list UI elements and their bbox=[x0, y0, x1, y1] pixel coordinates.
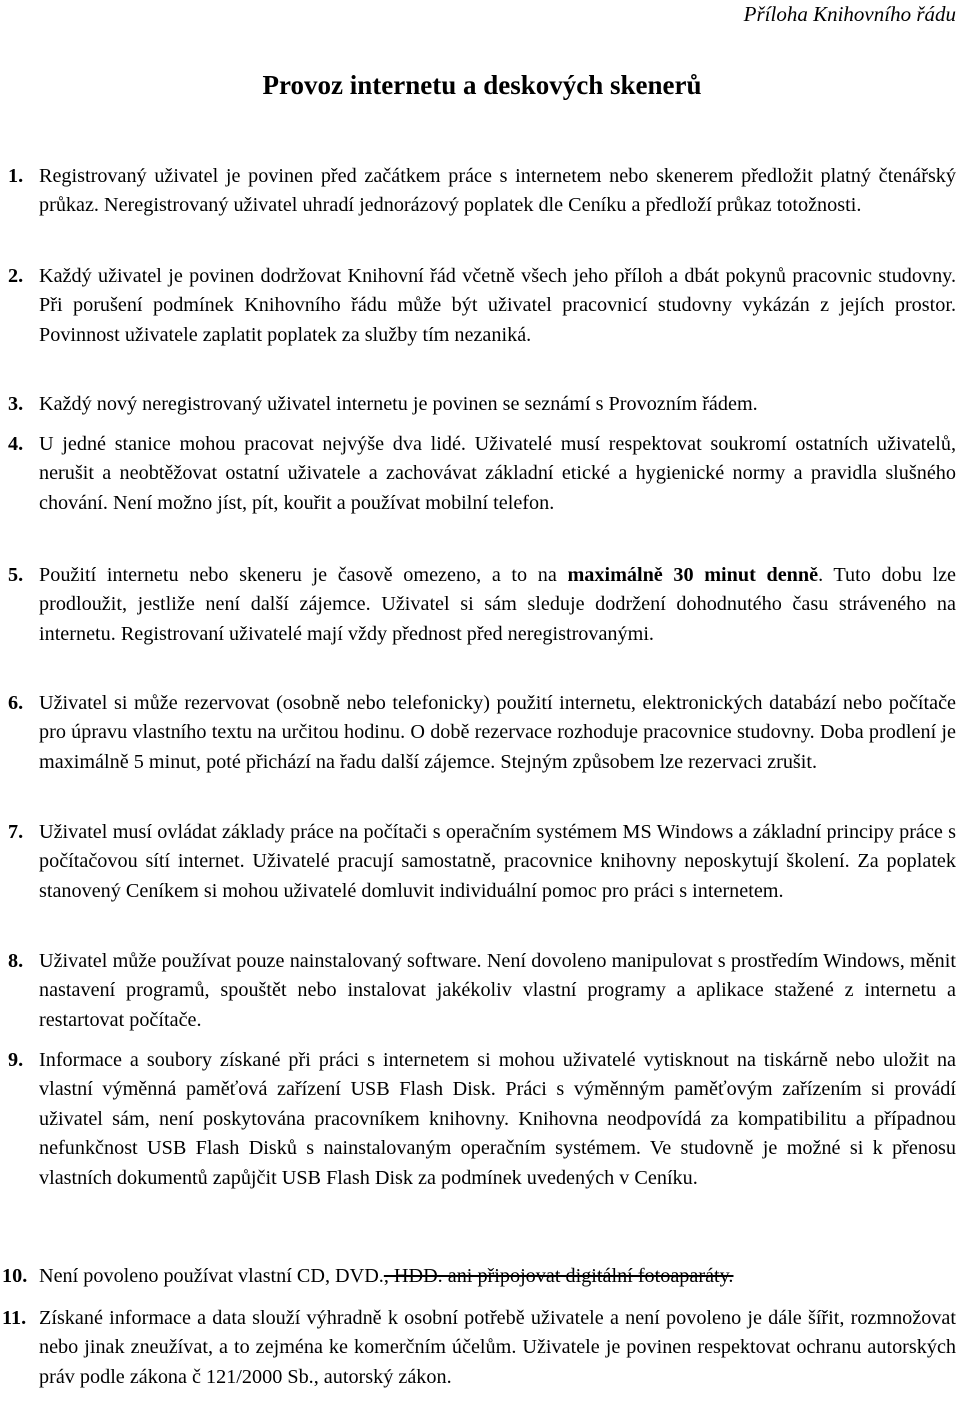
rule-text: Registrovaný uživatel je povinen před začátkem práce s internetem nebo skenerem předložit platný čtenářský průkaz. Neregistrovaný uživatel uhradí jednorázový poplatek dle Ceníku a předloží průkaz totožnosti. bbox=[39, 165, 956, 217]
rule-item-10 bbox=[0, 1262, 956, 1291]
rule-item-6 bbox=[0, 689, 956, 777]
rule-item-11 bbox=[0, 1304, 956, 1392]
rule-item-5 bbox=[0, 561, 956, 649]
rule-number: 10. bbox=[2, 1265, 28, 1287]
page-title: Provoz internetu a deskových skenerů bbox=[262, 70, 702, 100]
rule-text: Uživatel musí ovládat základy práce na počítači s operačním systémem MS Windows a základní principy práce s počítačovou sítí internet. Uživatelé pracují samostatně, pracovnice knihovny neposkytují školení. Za poplatek stanovený Ceníkem si mohou uživatelé domluvit individuální pomoc pro práci s internetem. bbox=[39, 821, 956, 902]
appendix-header: Příloha Knihovního řádu bbox=[743, 2, 956, 26]
struck-text: , HDD. ani připojovat digitální fotoaparáty. bbox=[383, 1265, 734, 1287]
rule-text bbox=[39, 561, 956, 649]
rule-text bbox=[39, 1262, 956, 1291]
rule-item-8 bbox=[0, 947, 956, 1035]
rule-number: 4. bbox=[8, 433, 24, 455]
rule-item-2 bbox=[0, 262, 956, 350]
rule-item-9 bbox=[0, 1046, 956, 1193]
rule-text: Uživatel si může rezervovat (osobně nebo telefonicky) použití internetu, elektronických databází nebo počítače pro úpravu vlastního textu na určitou hodinu. O době rezervace rozhoduje pracovnice studovny. Doba prodlení je maximálně 5 minut, poté přichází na řadu další zájemce. Stejným způsobem lze rezervaci zrušit. bbox=[39, 692, 956, 773]
rule-item-3 bbox=[0, 390, 956, 419]
rule-text-part: Není povoleno používat vlastní CD, DVD. bbox=[39, 1265, 384, 1287]
rule-number: 9. bbox=[8, 1049, 24, 1071]
time-limit-emphasis: maximálně 30 minut denně bbox=[567, 564, 819, 586]
rule-item-1 bbox=[0, 162, 956, 221]
rule-text: Uživatel může používat pouze nainstalovaný software. Není dovoleno manipulovat s prostředím Windows, měnit nastavení programů, spouštět nebo instalovat jakékoliv vlastní programy a aplikace stažené z internetu a restartovat počítače. bbox=[39, 950, 956, 1031]
rule-item-4 bbox=[0, 430, 956, 518]
rule-text: Získané informace a data slouží výhradně k osobní potřebě uživatele a není povoleno je dále šířit, rozmnožovat nebo jinak zneužívat, a to zejména ke komerčním účelům. Uživatele je povinen respektovat ochranu autorských práv podle zákona č 121/2000 Sb., autorský zákon. bbox=[39, 1307, 956, 1388]
rule-text: Každý nový neregistrovaný uživatel internetu je povinen se seznámí s Provozním řádem. bbox=[39, 393, 758, 415]
rule-text: Informace a soubory získané při práci s internetem si mohou uživatelé vytisknout na tiskárně nebo uložit na vlastní výměnná paměťová zařízení USB Flash Disk. Práci s výměnným paměťovým zařízením si provádí uživatel sám, není poskytována pracovníkem knihovny. Knihovna neodpovídá za kompatibilitu a případnou nefunkčnost USB Flash Disků s nainstalovaným operačním systémem. Ve studovně je možné si k přenosu vlastních dokumentů zapůjčit USB Flash Disk za podmínek uvedených v Ceníku. bbox=[39, 1049, 956, 1189]
rule-number: 8. bbox=[8, 950, 24, 972]
rule-number: 6. bbox=[8, 692, 24, 714]
rule-item-7 bbox=[0, 818, 956, 906]
rule-number: 1. bbox=[8, 165, 24, 187]
rule-number: 3. bbox=[8, 393, 24, 415]
rule-text-part: . Tuto dobu lze prodloužit, jestliže není další zájemce. Uživatel si sám sleduje dodržení dohodnutého času stráveného na internetu. Registrovaní uživatelé mají vždy přednost před neregistrovanými. bbox=[39, 564, 956, 645]
rule-number: 7. bbox=[8, 821, 24, 843]
rule-number: 11. bbox=[2, 1307, 27, 1329]
rule-text: U jedné stanice mohou pracovat nejvýše dva lidé. Uživatelé musí respektovat soukromí ostatních uživatelů, nerušit a neobtěžovat ostatní uživatele a zachovávat základní etické a hygienické normy a pravidla slušného chování. Není možno jíst, pít, kouřit a používat mobilní telefon. bbox=[39, 433, 956, 514]
rule-text: Každý uživatel je povinen dodržovat Knihovní řád včetně všech jeho příloh a dbát pokynů pracovnic studovny. Při porušení podmínek Knihovního řádu může být uživatel pracovnicí studovny vykázán z jejích prostor. Povinnost uživatele zaplatit poplatek za služby tím nezaniká. bbox=[39, 265, 956, 346]
rule-text-part: Použití internetu nebo skeneru je časově omezeno, a to na bbox=[39, 564, 568, 586]
rule-number: 5. bbox=[8, 564, 24, 586]
rule-number: 2. bbox=[8, 265, 24, 287]
